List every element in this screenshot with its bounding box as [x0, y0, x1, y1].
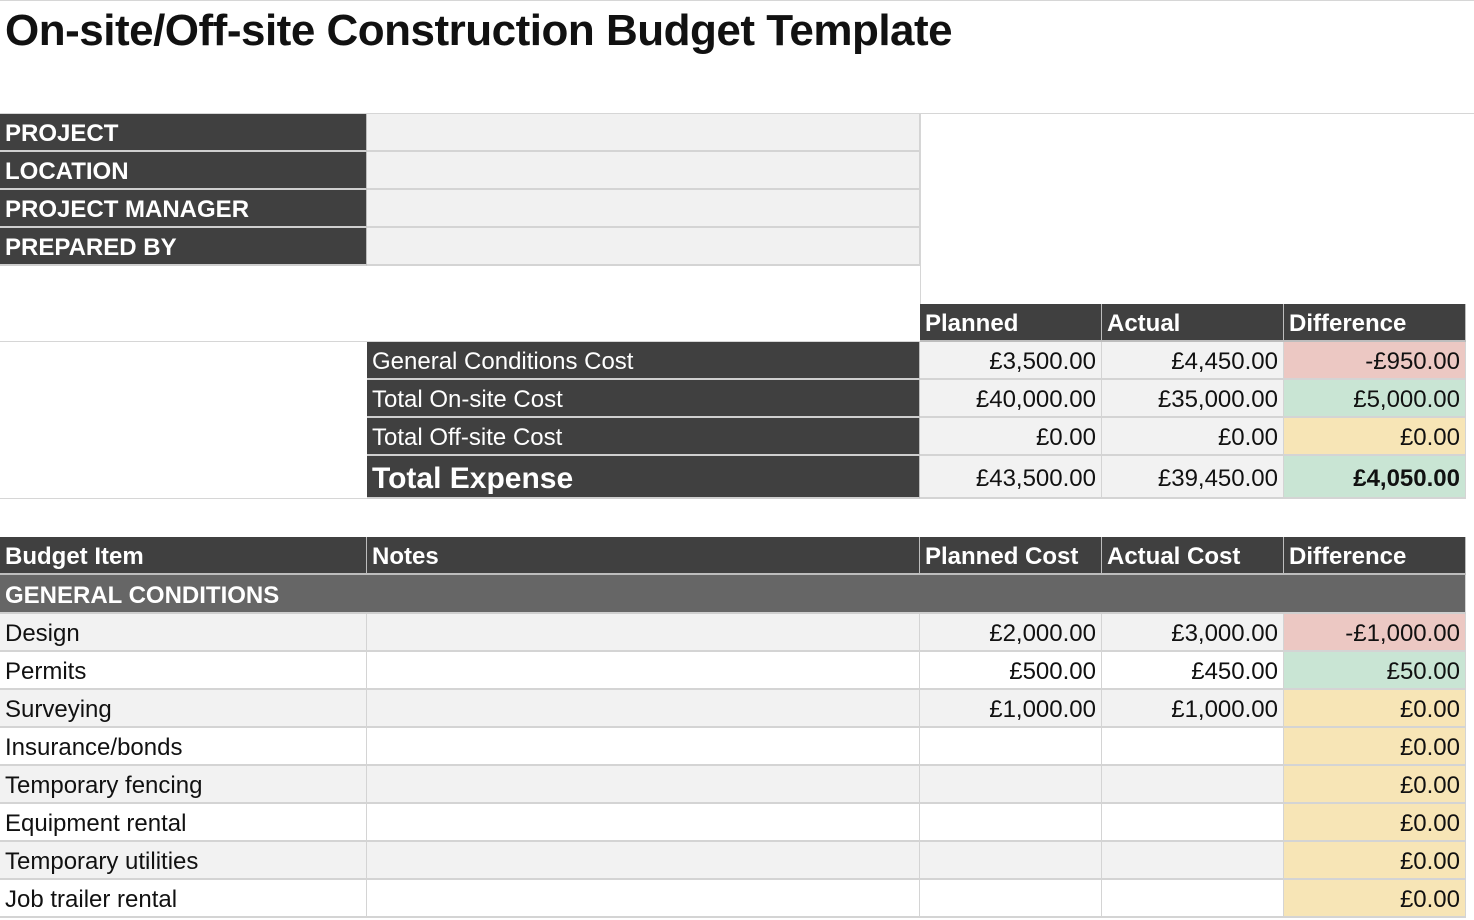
- budget-item-header[interactable]: Budget Item: [0, 537, 367, 575]
- summary-difference-header[interactable]: Difference: [1284, 304, 1466, 342]
- summary-actual-header[interactable]: Actual: [1102, 304, 1284, 342]
- actual-cost-cell[interactable]: [1102, 880, 1284, 918]
- total-expense-difference[interactable]: £4,050.00: [1284, 456, 1466, 499]
- project-input[interactable]: [367, 114, 920, 152]
- difference-cell[interactable]: £0.00: [1284, 766, 1466, 804]
- budget-item[interactable]: Temporary utilities: [0, 842, 367, 880]
- difference-cell[interactable]: £0.00: [1284, 690, 1466, 728]
- summary-planned-header[interactable]: Planned: [920, 304, 1102, 342]
- section-general-conditions[interactable]: GENERAL CONDITIONS: [0, 575, 1466, 614]
- page-title[interactable]: On-site/Off-site Construction Budget Template: [5, 6, 953, 55]
- actual-cost-header[interactable]: Actual Cost: [1102, 537, 1284, 575]
- notes-cell[interactable]: [367, 880, 920, 918]
- actual-cost-cell[interactable]: [1102, 728, 1284, 766]
- total-expense-label[interactable]: Total Expense: [367, 456, 920, 499]
- notes-cell[interactable]: [367, 842, 920, 880]
- actual-cost-cell[interactable]: [1102, 804, 1284, 842]
- planned-cost-cell[interactable]: [920, 842, 1102, 880]
- planned-cost-cell[interactable]: [920, 880, 1102, 918]
- planned-cost-cell[interactable]: £500.00: [920, 652, 1102, 690]
- notes-cell[interactable]: [367, 652, 920, 690]
- prepared-by-input[interactable]: [367, 228, 920, 266]
- planned-cost-cell[interactable]: [920, 804, 1102, 842]
- project-label[interactable]: PROJECT: [0, 114, 367, 152]
- summary-planned[interactable]: £0.00: [920, 418, 1102, 456]
- prepared-by-label[interactable]: PREPARED BY: [0, 228, 367, 266]
- summary-actual[interactable]: £35,000.00: [1102, 380, 1284, 418]
- budget-item[interactable]: Equipment rental: [0, 804, 367, 842]
- budget-item[interactable]: Insurance/bonds: [0, 728, 367, 766]
- actual-cost-cell[interactable]: £1,000.00: [1102, 690, 1284, 728]
- difference-header[interactable]: Difference: [1284, 537, 1466, 575]
- top-rule: [0, 0, 1474, 1]
- budget-item[interactable]: Temporary fencing: [0, 766, 367, 804]
- notes-cell[interactable]: [367, 614, 920, 652]
- difference-cell[interactable]: £0.00: [1284, 728, 1466, 766]
- actual-cost-cell[interactable]: £3,000.00: [1102, 614, 1284, 652]
- notes-cell[interactable]: [367, 690, 920, 728]
- actual-cost-cell[interactable]: [1102, 766, 1284, 804]
- summary-difference[interactable]: £5,000.00: [1284, 380, 1466, 418]
- difference-cell[interactable]: £50.00: [1284, 652, 1466, 690]
- summary-label[interactable]: General Conditions Cost: [367, 342, 920, 380]
- planned-cost-header[interactable]: Planned Cost: [920, 537, 1102, 575]
- planned-cost-cell[interactable]: [920, 728, 1102, 766]
- notes-header[interactable]: Notes: [367, 537, 920, 575]
- notes-cell[interactable]: [367, 728, 920, 766]
- planned-cost-cell[interactable]: £2,000.00: [920, 614, 1102, 652]
- summary-actual[interactable]: £4,450.00: [1102, 342, 1284, 380]
- total-expense-actual[interactable]: £39,450.00: [1102, 456, 1284, 499]
- project-manager-input[interactable]: [367, 190, 920, 228]
- notes-cell[interactable]: [367, 766, 920, 804]
- budget-item[interactable]: Surveying: [0, 690, 367, 728]
- summary-label[interactable]: Total Off-site Cost: [367, 418, 920, 456]
- summary-actual[interactable]: £0.00: [1102, 418, 1284, 456]
- summary-planned[interactable]: £40,000.00: [920, 380, 1102, 418]
- budget-item[interactable]: Job trailer rental: [0, 880, 367, 918]
- difference-cell[interactable]: £0.00: [1284, 804, 1466, 842]
- location-label[interactable]: LOCATION: [0, 152, 367, 190]
- actual-cost-cell[interactable]: [1102, 842, 1284, 880]
- summary-planned[interactable]: £3,500.00: [920, 342, 1102, 380]
- budget-item[interactable]: Design: [0, 614, 367, 652]
- summary-label[interactable]: Total On-site Cost: [367, 380, 920, 418]
- actual-cost-cell[interactable]: £450.00: [1102, 652, 1284, 690]
- difference-cell[interactable]: -£1,000.00: [1284, 614, 1466, 652]
- total-expense-planned[interactable]: £43,500.00: [920, 456, 1102, 499]
- budget-item[interactable]: Permits: [0, 652, 367, 690]
- summary-difference[interactable]: £0.00: [1284, 418, 1466, 456]
- location-input[interactable]: [367, 152, 920, 190]
- project-manager-label[interactable]: PROJECT MANAGER: [0, 190, 367, 228]
- difference-cell[interactable]: £0.00: [1284, 842, 1466, 880]
- planned-cost-cell[interactable]: [920, 766, 1102, 804]
- notes-cell[interactable]: [367, 804, 920, 842]
- difference-cell[interactable]: £0.00: [1284, 880, 1466, 918]
- summary-difference[interactable]: -£950.00: [1284, 342, 1466, 380]
- planned-cost-cell[interactable]: £1,000.00: [920, 690, 1102, 728]
- info-divider: [920, 114, 921, 304]
